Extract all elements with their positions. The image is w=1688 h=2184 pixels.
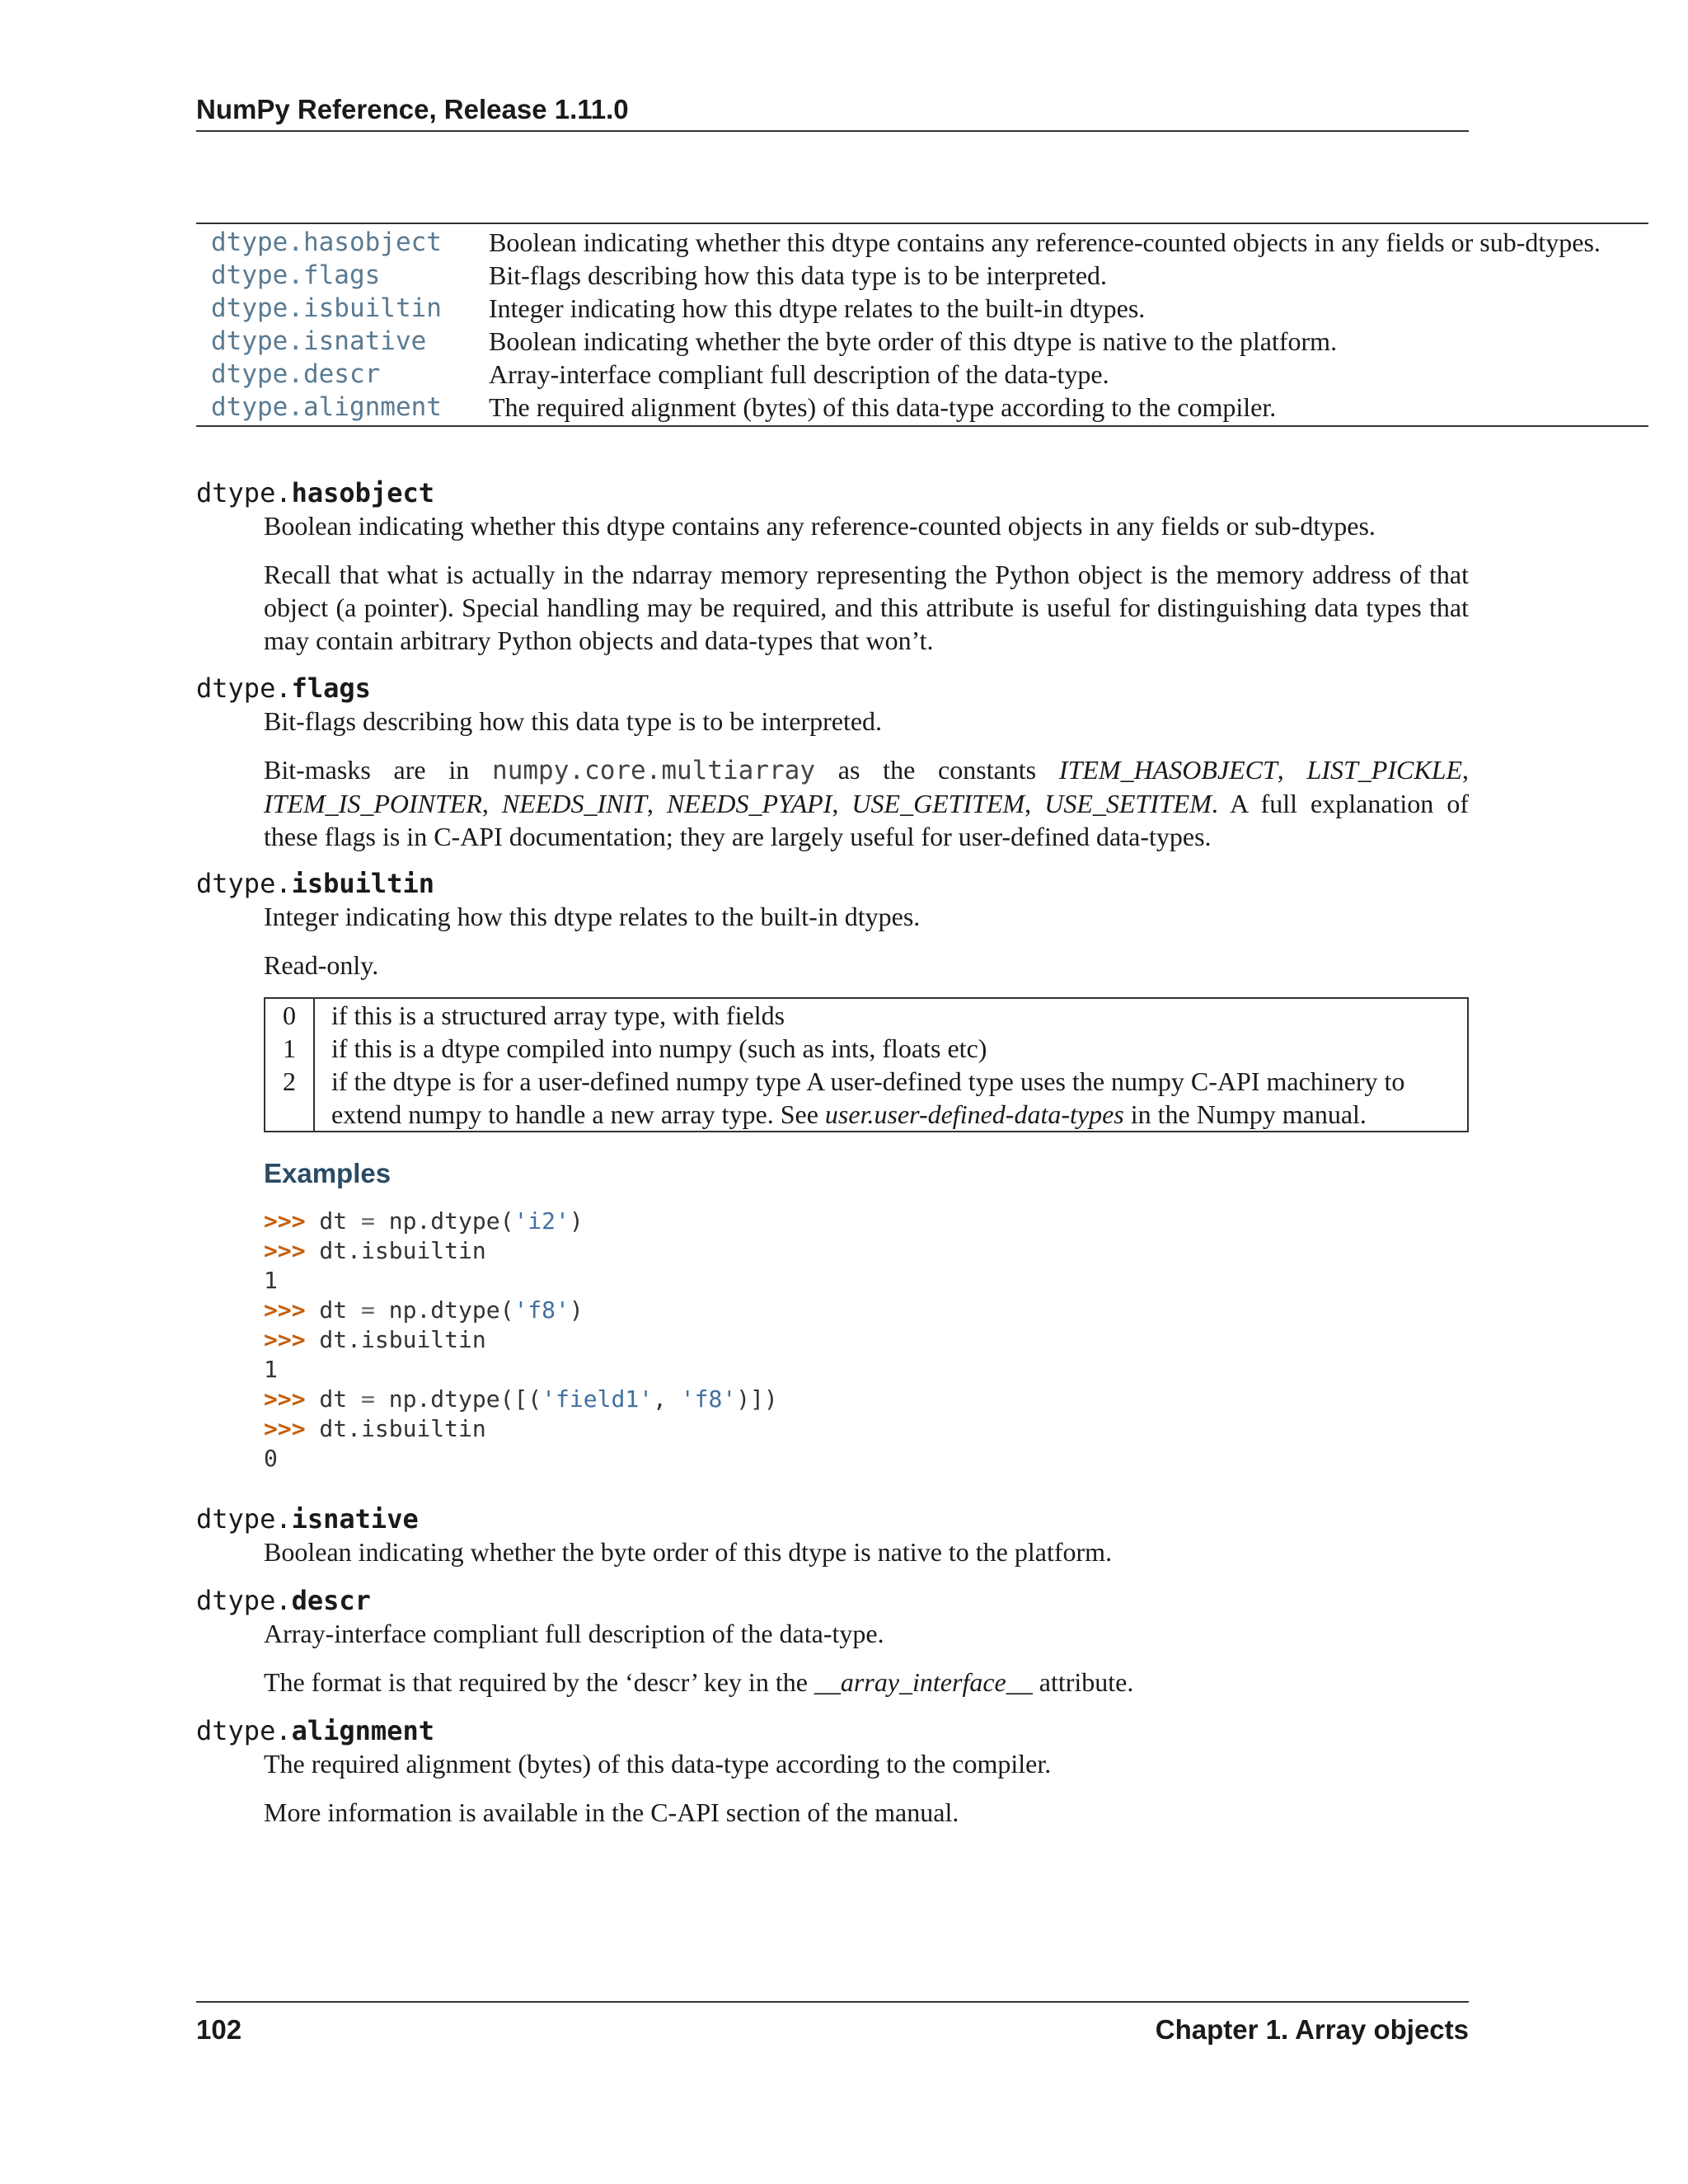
attr-body — [264, 1617, 1469, 1699]
constant: ITEM_IS_POINTER — [264, 789, 482, 818]
attr-name: flags — [291, 673, 371, 704]
code-output: 1 — [264, 1356, 278, 1383]
code-text: ) — [569, 1207, 584, 1235]
attr-prefix: dtype. — [196, 868, 292, 899]
attr-prefix: dtype. — [196, 477, 292, 509]
constant: NEEDS_PYAPI — [666, 789, 832, 818]
code-string: 'i2' — [513, 1207, 570, 1235]
attr-isbuiltin — [196, 867, 1469, 1474]
text: . A full explanation of these flags is in C-API documentation; they are largely useful for user-defined data-types. — [264, 789, 1470, 851]
summary-row — [196, 292, 1648, 325]
code-prompt: >>> — [264, 1237, 306, 1264]
attr-body — [264, 509, 1469, 657]
summary-desc: Boolean indicating whether this dtype contains any reference-counted objects in any fields or sub-dtypes. — [489, 227, 1601, 257]
attr-summary: Integer indicating how this dtype relates to the built-in dtypes. — [264, 902, 921, 931]
text: in the Numpy manual. — [1123, 1099, 1367, 1129]
attr-body — [264, 900, 1469, 1474]
attr-signature — [196, 672, 1469, 705]
attr-detail: Bit-masks are in numpy.core.multiarray as the constants ITEM_HASOBJECT, LIST_PICKLE, ITEM_IS_POINTER, NEEDS_INIT, NEEDS_PYAPI, USE_GETITEM, USE_SETITEM. A full explanation of these flags is in C-API documentation; they are largely useful for user-defined data-types. — [264, 755, 1470, 851]
isbuiltin-values-table — [264, 997, 1469, 1132]
code-op: = — [361, 1296, 375, 1324]
code-output: 1 — [264, 1267, 278, 1294]
table-key: 2 — [265, 1065, 314, 1132]
code-prompt: >>> — [264, 1296, 306, 1324]
constant: USE_GETITEM — [851, 789, 1025, 818]
code-text: ) — [569, 1296, 584, 1324]
summary-link-isnative[interactable]: dtype.isnative — [211, 326, 427, 356]
attr-signature — [196, 1502, 1469, 1535]
text: if the dtype is for a user-defined numpy type A user-defined type uses the numpy C-API machinery to extend numpy to handle a new array type. See — [331, 1066, 1405, 1129]
attr-name: hasobject — [291, 477, 434, 509]
code-op: = — [361, 1385, 375, 1413]
text: Bit-masks are in — [264, 755, 493, 785]
summary-desc: The required alignment (bytes) of this data-type according to the compiler. — [489, 391, 1277, 422]
summary-row — [196, 358, 1648, 391]
summary-row — [196, 391, 1648, 424]
attr-name: alignment — [291, 1715, 434, 1746]
attr-signature — [196, 867, 1469, 900]
code-prompt: >>> — [264, 1385, 306, 1413]
attr-name: isnative — [291, 1503, 419, 1535]
attr-signature — [196, 476, 1469, 509]
code-text: dt — [305, 1385, 362, 1413]
table-key: 1 — [265, 1032, 314, 1065]
summary-row — [196, 259, 1648, 292]
attr-alignment — [196, 1714, 1469, 1844]
code-string: 'f8' — [680, 1385, 737, 1413]
code-output: 0 — [264, 1445, 278, 1472]
summary-link-descr[interactable]: dtype.descr — [211, 359, 381, 389]
code-text: np.dtype( — [374, 1296, 514, 1324]
table-value: if this is a structured array type, with fields — [331, 1001, 785, 1030]
attr-prefix: dtype. — [196, 1715, 292, 1746]
module-ref: numpy.core.multiarray — [492, 756, 815, 785]
attr-flags — [196, 672, 1469, 869]
summary-link-hasobject[interactable]: dtype.hasobject — [211, 227, 442, 257]
summary-desc: Array-interface compliant full description of the data-type. — [489, 359, 1109, 389]
attr-detail: More information is available in the C-API section of the manual. — [264, 1797, 959, 1827]
code-block — [264, 1207, 1469, 1474]
code-text: dt.isbuiltin — [305, 1326, 486, 1353]
code-text: np.dtype([( — [374, 1385, 542, 1413]
attr-summary: Bit-flags describing how this data type is to be interpreted. — [264, 706, 883, 736]
summary-link-flags[interactable]: dtype.flags — [211, 260, 381, 290]
page-header — [196, 91, 1469, 132]
chapter-title: Chapter 1. Array objects — [1155, 2014, 1469, 2045]
interface-ref: __array_interface__ — [814, 1667, 1033, 1697]
attr-detail — [264, 1666, 1469, 1699]
text: as the constants — [814, 755, 1059, 785]
constant: NEEDS_INIT — [501, 789, 647, 818]
code-line — [264, 1207, 1469, 1236]
summary-link-alignment[interactable]: dtype.alignment — [211, 392, 442, 422]
attr-hasobject — [196, 476, 1469, 673]
attr-summary: The required alignment (bytes) of this data-type according to the compiler. — [264, 1749, 1052, 1779]
code-text: , — [653, 1385, 681, 1413]
attr-prefix: dtype. — [196, 1585, 292, 1616]
summary-row — [196, 325, 1648, 358]
constant: LIST_PICKLE — [1306, 755, 1463, 785]
code-text: dt.isbuiltin — [305, 1237, 486, 1264]
code-prompt: >>> — [264, 1326, 306, 1353]
summary-row — [196, 226, 1648, 259]
attr-body — [264, 1747, 1469, 1829]
attr-body — [264, 705, 1469, 853]
code-text: )]) — [736, 1385, 778, 1413]
attr-body — [264, 1535, 1469, 1568]
attr-name: descr — [291, 1585, 371, 1616]
attr-signature — [196, 1584, 1469, 1617]
code-line — [264, 1414, 1469, 1444]
code-text: dt — [305, 1296, 362, 1324]
attr-isnative — [196, 1502, 1469, 1584]
page-number: 102 — [196, 2014, 242, 2045]
attr-summary: Array-interface compliant full description of the data-type. — [264, 1619, 884, 1648]
code-text: np.dtype( — [374, 1207, 514, 1235]
constant: USE_SETITEM — [1044, 789, 1212, 818]
summary-desc: Boolean indicating whether the byte order of this dtype is native to the platform. — [489, 326, 1338, 356]
examples-heading: Examples — [264, 1158, 392, 1188]
code-string: 'field1' — [542, 1385, 654, 1413]
summary-desc: Integer indicating how this dtype relates to the built-in dtypes. — [489, 293, 1146, 323]
attr-descr — [196, 1584, 1469, 1714]
summary-desc: Bit-flags describing how this data type is to be interpreted. — [489, 260, 1108, 290]
constant: ITEM_HASOBJECT — [1058, 755, 1278, 785]
text: The format is that required by the ‘descr’ key in the — [264, 1667, 814, 1697]
table-value — [314, 1065, 1468, 1132]
code-prompt: >>> — [264, 1415, 306, 1442]
page-header-title: NumPy Reference, Release 1.11.0 — [196, 94, 629, 124]
table-row — [265, 998, 1468, 1032]
attr-prefix: dtype. — [196, 1503, 292, 1535]
table-row — [265, 1032, 1468, 1065]
manual-ref: user.user-defined-data-types — [824, 1099, 1124, 1129]
table-value: if this is a dtype compiled into numpy (such as ints, floats etc) — [331, 1033, 987, 1063]
code-string: 'f8' — [513, 1296, 570, 1324]
code-line — [264, 1296, 1469, 1325]
code-op: = — [361, 1207, 375, 1235]
attr-prefix: dtype. — [196, 673, 292, 704]
table-row — [265, 1065, 1468, 1132]
code-prompt: >>> — [264, 1207, 306, 1235]
code-line — [264, 1325, 1469, 1355]
attr-summary: Boolean indicating whether the byte order of this dtype is native to the platform. — [264, 1537, 1113, 1567]
readonly-note: Read-only. — [264, 950, 379, 980]
table-key: 0 — [265, 998, 314, 1032]
attribute-summary-table — [196, 223, 1648, 427]
attr-summary: Boolean indicating whether this dtype contains any reference-counted objects in any fields or sub-dtypes. — [264, 511, 1376, 541]
code-text: dt — [305, 1207, 362, 1235]
page-footer — [196, 2001, 1469, 2052]
summary-link-isbuiltin[interactable]: dtype.isbuiltin — [211, 293, 442, 323]
code-line — [264, 1236, 1469, 1266]
code-line — [264, 1385, 1469, 1414]
attr-signature — [196, 1714, 1469, 1747]
text: attribute. — [1032, 1667, 1134, 1697]
code-text: dt.isbuiltin — [305, 1415, 486, 1442]
attr-detail: Recall that what is actually in the ndarray memory representing the Python object is the memory address of that object (a pointer). Special handling may be required, and this attribute is useful for distinguishing data types that may contain arbitrary Python objects and data-types that won’t. — [264, 560, 1469, 655]
attr-name: isbuiltin — [291, 868, 434, 899]
